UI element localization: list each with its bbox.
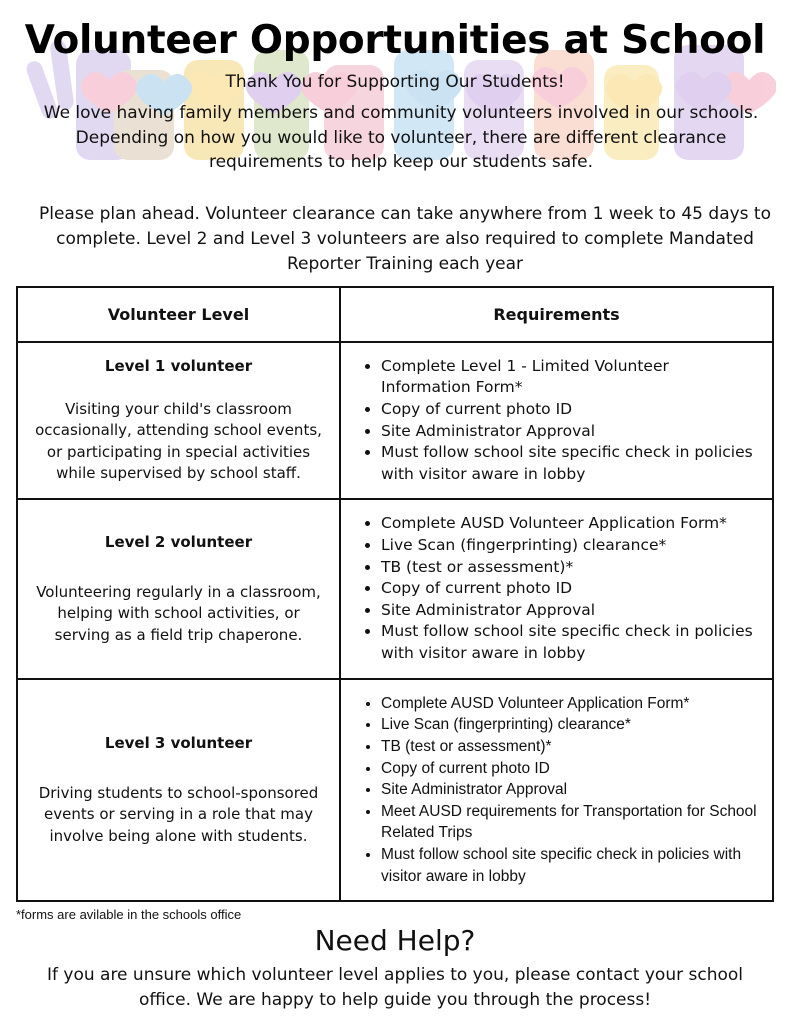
level-cell [17, 342, 340, 499]
requirements-cell [340, 679, 773, 901]
list-item: • Meet AUSD requirements for Transportation for School Related Trips [381, 801, 758, 844]
list-item: • Complete AUSD Volunteer Application Form* [381, 693, 758, 715]
help-paragraph: If you are unsure which volunteer level applies to you, please contact your school office. We are happy to help guide you through the process! [46, 965, 743, 1010]
table-row [17, 679, 773, 901]
list-item: • TB (test or assessment)* [381, 557, 758, 579]
level-title: Level 1 volunteer [104, 357, 253, 376]
level-title: Level 3 volunteer [104, 734, 253, 752]
level-description: Volunteering regularly in a classroom, helping with school activities, or serving as a field trip chaperone. [36, 582, 321, 644]
list-item: • Site Administrator Approval [381, 779, 758, 801]
level-title: Level 2 volunteer [104, 533, 253, 551]
list-item: • Must follow school site specific check in policies with visitor aware in lobby [381, 621, 758, 664]
list-item: • Site Administrator Approval [381, 421, 758, 443]
requirements-cell [340, 499, 773, 679]
list-item: • Must follow school site specific check in policies with visitor aware in lobby [381, 442, 758, 485]
requirements-cell [340, 342, 773, 499]
level-cell [17, 499, 340, 679]
requirements-list [351, 513, 758, 664]
list-item: • Live Scan (fingerprinting) clearance* [381, 714, 758, 736]
list-item: • Complete AUSD Volunteer Application Form* [381, 513, 758, 535]
list-item: • TB (test or assessment)* [381, 736, 758, 758]
list-item: • Complete Level 1 - Limited Volunteer Information Form* [381, 356, 758, 399]
list-item: • Copy of current photo ID [381, 399, 758, 421]
list-item: • Copy of current photo ID [381, 758, 758, 780]
level-description: Visiting your child's classroom occasionally, attending school events, or participating in special activities while supervised by school staff. [35, 399, 322, 483]
intro-paragraph: We love having family members and community volunteers involved in our schools. Depending on how you would like to volunteer, there are different clearance requirements to help keep our students safe. [43, 103, 759, 172]
forms-footnote: *forms are avilable in the schools office [16, 907, 242, 922]
list-item: • Site Administrator Approval [381, 600, 758, 622]
table-row [17, 499, 773, 679]
list-item: • Live Scan (fingerprinting) clearance* [381, 535, 758, 557]
list-item: • Must follow school site specific check in policies with visitor aware in lobby [381, 844, 758, 887]
table-header-row [17, 287, 773, 342]
help-heading: Need Help? [314, 924, 476, 957]
level-description: Driving students to school-sponsored events or serving in a role that may involve being alone with students. [38, 783, 319, 845]
table-row [17, 342, 773, 499]
requirements-list [351, 356, 758, 486]
plan-ahead-paragraph: Please plan ahead. Volunteer clearance can take anywhere from 1 week to 45 days to complete. Level 2 and Level 3 volunteers are also required to complete Mandated Reporter Training each year [39, 204, 771, 274]
requirements-list [351, 693, 758, 887]
page-subtitle: Thank You for Supporting Our Students! [225, 72, 565, 92]
page-title: Volunteer Opportunities at School [24, 18, 766, 63]
column-header-requirements: Requirements [340, 287, 773, 342]
volunteer-levels-table [16, 286, 774, 902]
level-cell [17, 679, 340, 901]
list-item: • Copy of current photo ID [381, 578, 758, 600]
column-header-volunteer-level: Volunteer Level [17, 287, 340, 342]
